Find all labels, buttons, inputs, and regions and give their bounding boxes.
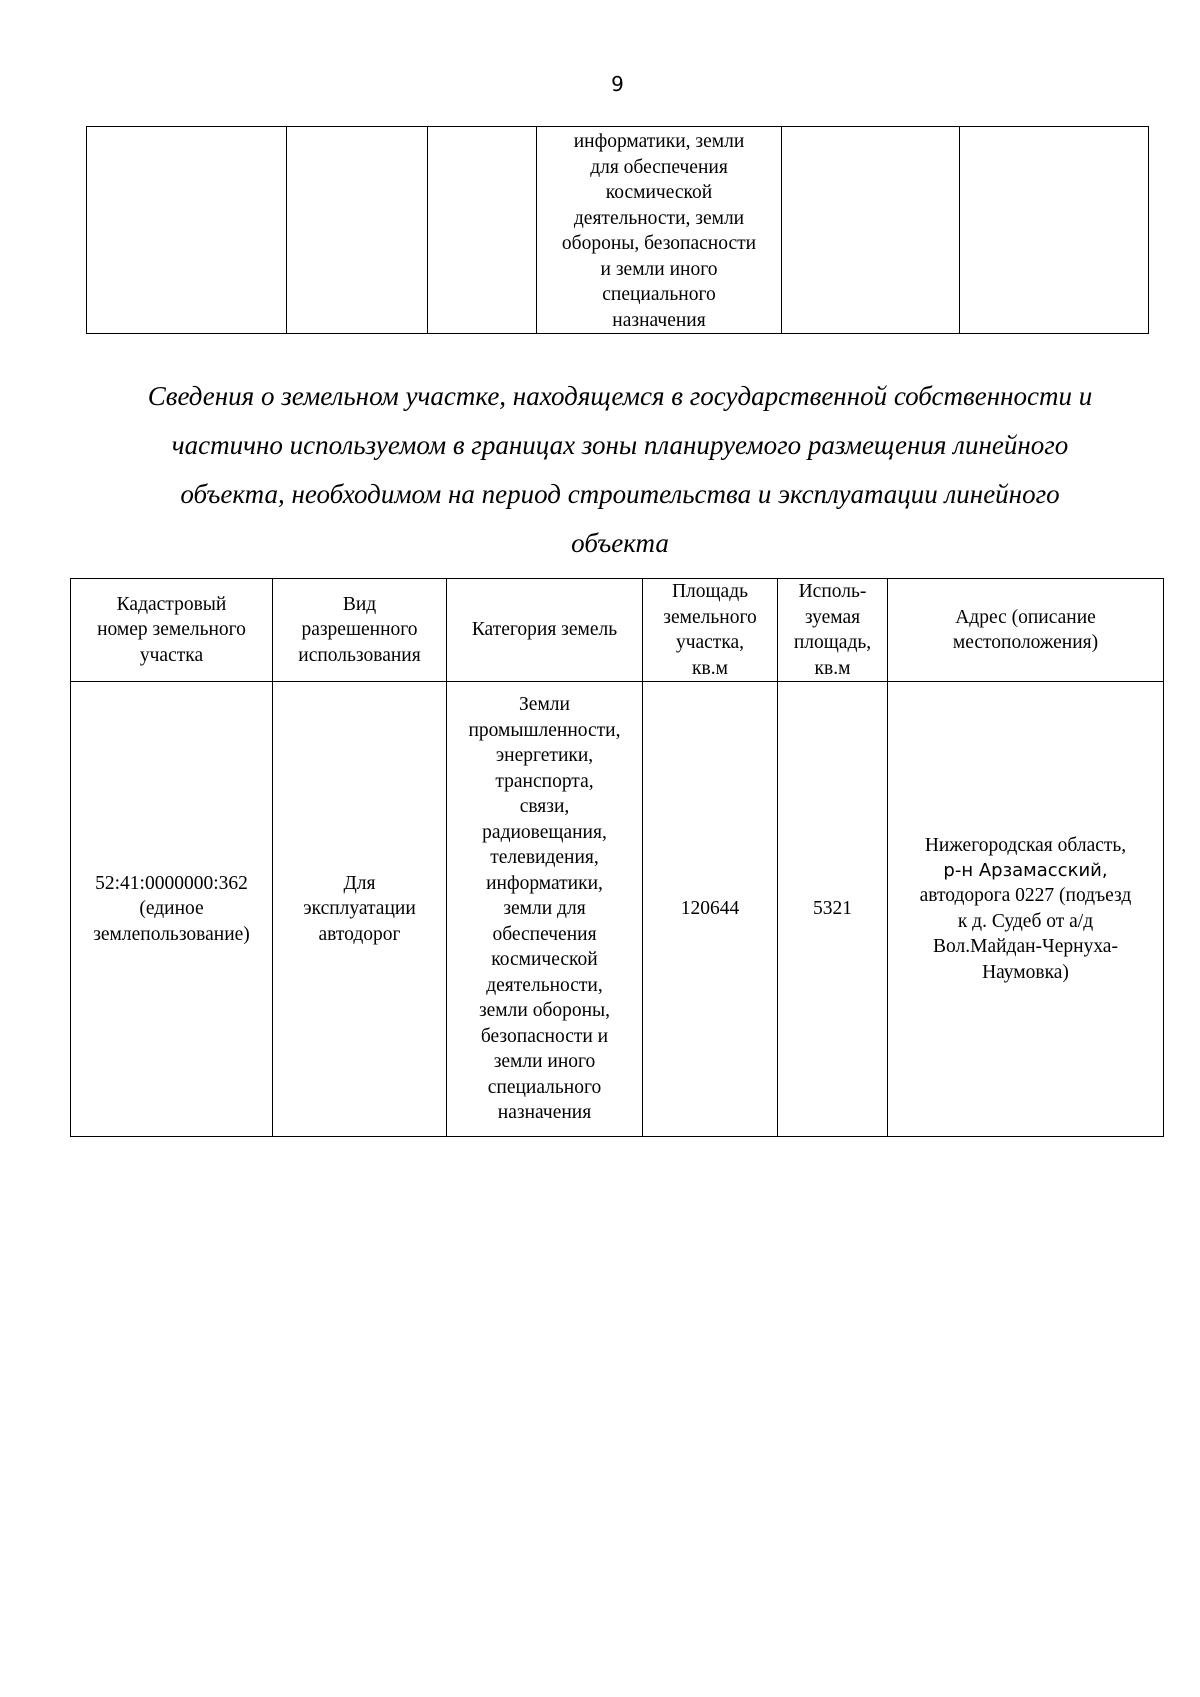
header-line: участка [139,644,204,666]
header-line: зуемая [804,606,861,628]
cell-line: автодорог [318,923,401,945]
heading-line: объекта [571,528,669,558]
cell-line: связи, [519,796,570,818]
cell-line: землепользование) [93,923,250,945]
header-line: Исполь- [798,581,867,602]
address-line: к д. Судеб от а/д [957,910,1094,932]
cell-line: промышленности, [468,719,621,741]
heading-line: частично используемом в границах зоны планируемого размещения линейного [171,430,1069,460]
cell-line: безопасности и [480,1025,609,1047]
empty-cell [287,127,428,334]
category-line: назначения [612,309,706,331]
land-plot-table [70,578,1164,1137]
cell-used-area: 5321 [778,682,888,1137]
cell-line: обеспечения [492,923,597,945]
cell-line: радиовещания, [482,821,607,843]
cell-line: информатики, [486,872,603,894]
cell-line: телевидения, [490,847,599,869]
cell-line: земли иного [493,1051,596,1073]
empty-cell [960,127,1149,334]
header-line: номер земельного [97,619,246,641]
header-line: использования [298,644,421,666]
cell-line: (единое [139,898,204,920]
header-used-area [778,579,888,682]
header-line: земельного [663,606,757,628]
header-line: площадь, [793,632,872,653]
header-category [447,579,643,682]
category-line: деятельности, земли [573,207,745,229]
header-line: Кадастровый [116,593,227,615]
empty-cell [87,127,287,334]
address-line: Вол.Майдан-Чернуха- [933,936,1118,958]
cell-line: Земли [519,694,570,716]
continuation-table [86,126,1149,334]
header-line: кв.м [692,657,728,679]
address-line: автодорога 0227 (подъезд [919,885,1132,907]
cell-area: 120644 [643,682,778,1137]
address-line: Наумовка) [982,961,1069,983]
category-line: и земли иного [600,258,718,280]
address-line: Нижегородская область, [924,834,1127,856]
category-line: обороны, безопасности [561,233,757,254]
cell-use-type [273,682,447,1137]
cell-line: земли для [503,898,586,920]
section-heading [110,372,1130,568]
empty-cell [782,127,960,334]
header-line: участка, [675,632,745,653]
category-cell [537,127,782,334]
cell-line: 52:41:0000000:362 [95,872,248,894]
header-use-type [273,579,447,682]
header-cadastral [71,579,273,682]
cell-line: Для [343,872,376,894]
cell-address [888,682,1164,1137]
cell-line: космической [491,949,598,971]
cell-cadastral [71,682,273,1137]
header-line: разрешенного [301,619,418,641]
cell-line: земли обороны, [478,1000,611,1022]
table-header-row [71,579,1164,682]
category-line: для обеспечения [590,156,728,178]
table-row [87,127,1149,334]
cell-category [447,682,643,1137]
cell-line: транспорта, [495,770,594,792]
header-line: Вид [342,593,377,615]
header-line: местоположения) [952,632,1099,653]
heading-line: Сведения о земельном участке, находящемся в государственной собственности и [147,381,1093,411]
header-area [643,579,778,682]
cell-line: назначения [497,1102,592,1124]
category-line: специального [602,284,716,305]
header-line: кв.м [814,657,851,679]
table-row [71,682,1164,1137]
cell-line: энергетики, [495,745,594,767]
cell-line: специального [487,1076,602,1098]
header-address [888,579,1164,682]
page-number: 9 [611,72,624,96]
category-line: информатики, земли [573,131,745,152]
header-line: Адрес (описание [955,606,1096,628]
category-line: космической [605,182,713,203]
header-line: Площадь [671,581,749,602]
header-line: Категория земель [471,619,618,641]
empty-cell [428,127,537,334]
address-line: р-н Арзамасский, [943,860,1108,882]
cell-line: эксплуатации [303,898,416,920]
heading-line: объекта, необходимом на период строительства и эксплуатации линейного [180,479,1060,509]
cell-line: деятельности, [486,974,603,996]
